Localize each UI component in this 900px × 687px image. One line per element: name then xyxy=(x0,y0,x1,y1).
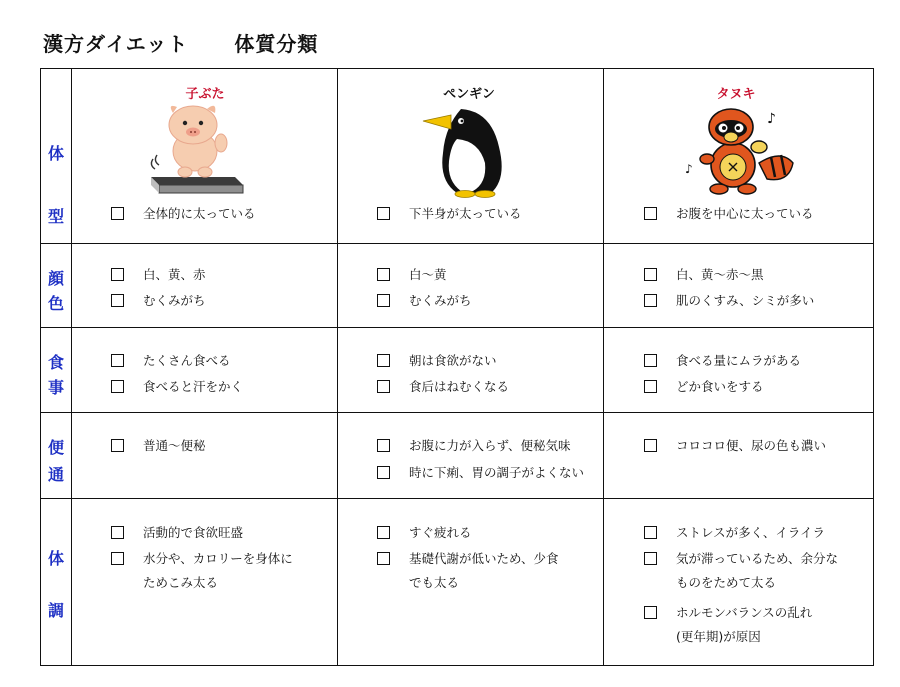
column-header-penguin: ペンギン xyxy=(443,87,495,102)
checkbox[interactable] xyxy=(644,207,657,220)
grid-line xyxy=(41,243,873,244)
tanuki-muzzle xyxy=(724,132,738,142)
scale-top xyxy=(151,177,243,185)
checkbox[interactable] xyxy=(377,380,390,393)
checkbox[interactable] xyxy=(377,552,390,565)
checkbox[interactable] xyxy=(644,552,657,565)
checkbox[interactable] xyxy=(111,552,124,565)
checkbox[interactable] xyxy=(377,439,390,452)
checkbox[interactable] xyxy=(111,294,124,307)
grid-line xyxy=(71,69,72,665)
checkbox[interactable] xyxy=(111,354,124,367)
checkbox[interactable] xyxy=(644,526,657,539)
music-note-icon: ♪ xyxy=(685,162,693,176)
checkbox[interactable] xyxy=(377,268,390,281)
tanuki-arm-right xyxy=(751,141,767,153)
checkbox[interactable] xyxy=(377,294,390,307)
grid-line xyxy=(41,498,873,499)
grid-line xyxy=(41,412,873,413)
pig-arm-right xyxy=(215,134,227,152)
pig-eye-right xyxy=(199,121,203,125)
title-main: 漢方ダイエット xyxy=(43,32,189,56)
grid-line xyxy=(337,69,338,665)
checkbox[interactable] xyxy=(377,354,390,367)
pig-eye-left xyxy=(183,121,187,125)
column-header-piglet: 子ぶた xyxy=(185,87,225,102)
piglet-illustration xyxy=(145,99,255,199)
tanuki-arm-left xyxy=(700,154,714,164)
penguin-foot-right xyxy=(475,191,495,198)
pig-snout xyxy=(186,128,200,137)
classification-table: 体 型 顔 色 食 事 便 通 体 調 子ぶた ペンギン タヌキ ♪ ♪ 全体的に太っている 下半身が太っている お腹を中心に太っている 白、黄、赤 むくみがち 白～黄 むくみがち 白、黄～赤～黒 肌のくすみ、シミが多い たくさん食べる 食べると汗をかく 朝は食欲がない 食后はねむくなる 食べる量にムラがある どか食いをする 普通～便秘 お腹に力が入らず、便秘気味 時に下痢、胃の調子がよくない コロコロ便、尿の色も濃い 活動的で食欲旺盛 水分や、カロリーを身体に ためこみ太る すぐ疲れる 基礎代謝が低いため、少食 でも太る ストレスが多く、イライラ 気が滞っているため、余分な ものをためて太る ホルモンバランスの乱れ (更年期)が原因 xyxy=(40,68,874,666)
checkbox[interactable] xyxy=(111,380,124,393)
checkbox[interactable] xyxy=(111,439,124,452)
page-title xyxy=(43,28,318,57)
checkbox[interactable] xyxy=(111,207,124,220)
penguin-illustration xyxy=(421,101,516,199)
checkbox[interactable] xyxy=(644,606,657,619)
checkbox[interactable] xyxy=(644,380,657,393)
checkbox[interactable] xyxy=(644,294,657,307)
penguin-foot-left xyxy=(455,191,475,198)
pig-head xyxy=(169,106,217,144)
column-header-tanuki: タヌキ xyxy=(716,87,756,102)
checkbox[interactable] xyxy=(377,526,390,539)
checkbox[interactable] xyxy=(644,354,657,367)
pig-leg-right xyxy=(198,167,212,177)
grid-line xyxy=(41,327,873,328)
checkbox[interactable] xyxy=(644,439,657,452)
music-note-icon: ♪ xyxy=(767,111,776,127)
checkbox[interactable] xyxy=(377,466,390,479)
penguin-beak xyxy=(423,115,451,129)
checkbox[interactable] xyxy=(377,207,390,220)
tanuki-foot-left xyxy=(710,184,728,194)
grid-line xyxy=(603,69,604,665)
scale-front xyxy=(159,185,243,193)
checkbox[interactable] xyxy=(111,268,124,281)
checkbox[interactable] xyxy=(644,268,657,281)
tanuki-illustration xyxy=(681,101,801,201)
checkbox[interactable] xyxy=(111,526,124,539)
pig-leg-left xyxy=(178,167,192,177)
title-sub: 体質分類 xyxy=(234,32,319,56)
tanuki-foot-right xyxy=(738,184,756,194)
